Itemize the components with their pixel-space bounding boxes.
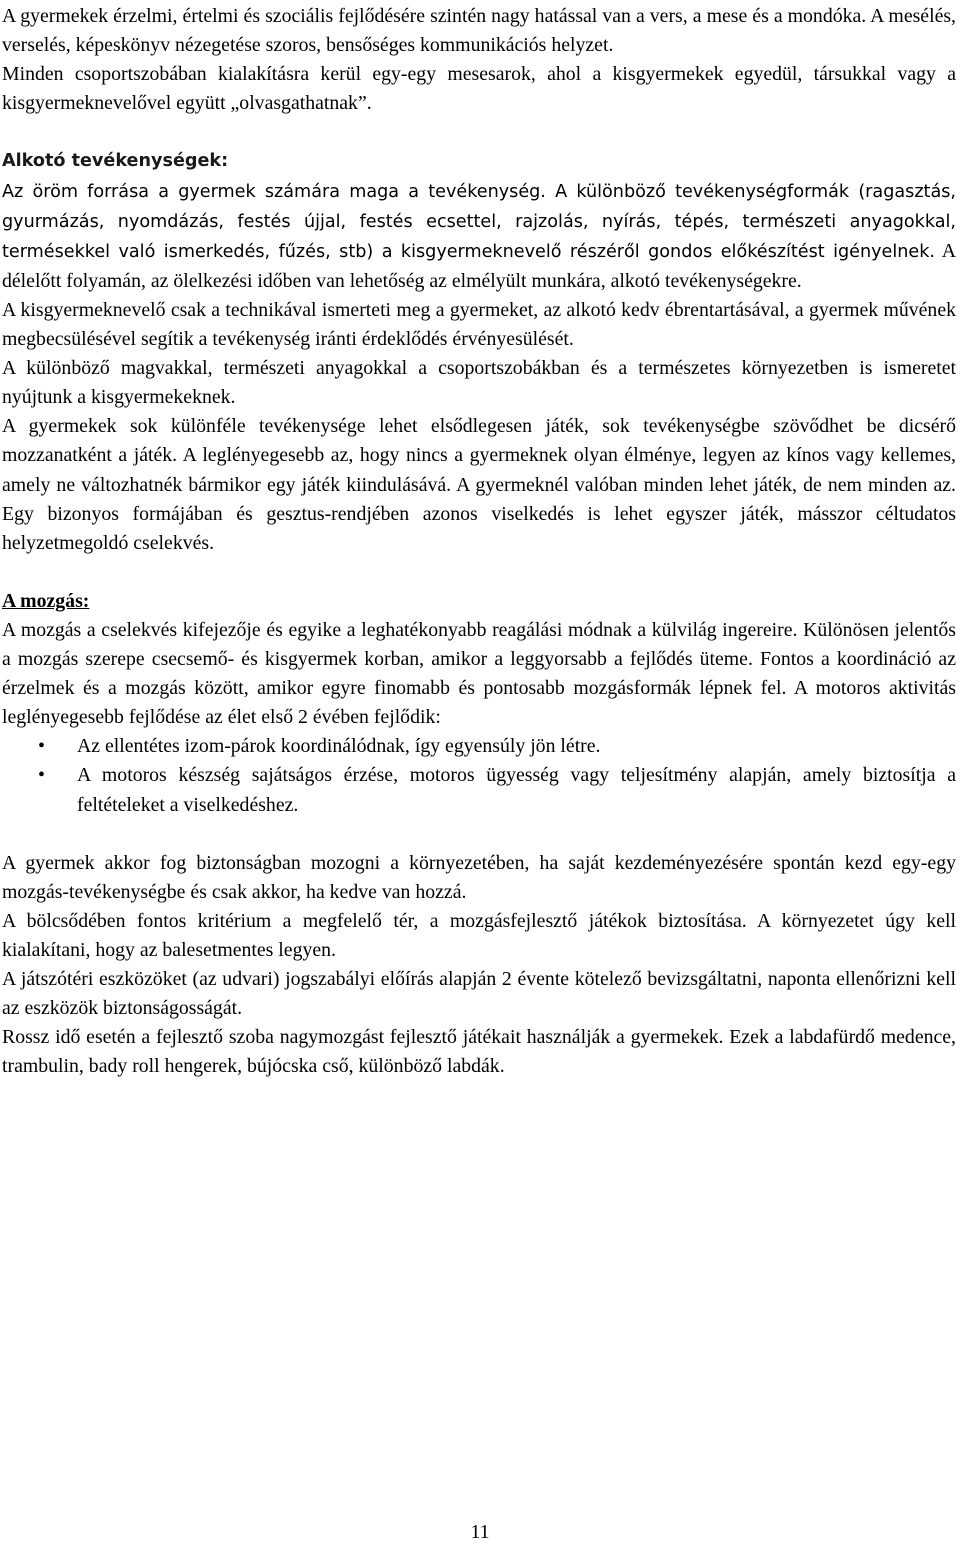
page-number: 11 (470, 1521, 490, 1543)
paragraph-storytelling: A gyermekek érzelmi, értelmi és szociális fejlődésére szintén nagy hatással van a vers, a mese és a mondóka. A mesélés, verselés, képeskönyv nézegetése szoros, bensőséges kommunikációs helyzet. (2, 5, 956, 57)
spacer (2, 820, 956, 849)
paragraph-movement: A mozgás a cselekvés kifejezője és egyike a leghatékonyabb reagálási módnak a külvilág ingereire. Különösen jelentős a mozgás szerepe csecsemő- és kisgyermek korban, amikor a leggyorsabb a fejlődés üteme. Fontos a koordináció az érzelmek és a mozgás között, amikor egyre finomabb és pontosabb mozgásformák lépnek fel. A motoros aktivitás leglényegesebb fejlődése az élet első 2 évében fejlődik: (2, 618, 956, 729)
bullet-dot: • (38, 735, 45, 758)
bullet-dot: • (38, 764, 45, 787)
paragraph-creative-time: A délelőtt folyamán, az ölelkezési időben van lehetőség az elmélyült munkára, alkotó tevékenységekre. (2, 239, 956, 292)
paragraph-technique: A kisgyermeknevelő csak a technikával ismerteti meg a gyermeket, az alkotó kedv ébrentartásával, a gyermek művének megbecsülésével segítik a tevékenység iránti érdeklődés érvényesülését. (2, 298, 956, 351)
paragraph-safety: A gyermek akkor fog biztonságban mozogni a környezetében, ha saját kezdeményezésére spontán kezd egy-egy mozgás-tevékenységbe és csak akkor, ha kedve van hozzá. (2, 851, 956, 903)
paragraph-bad-weather: Rossz idő esetén a fejlesztő szoba nagymozgást fejlesztő játékait használják a gyermekek. Ezek a labdafürdő medence, trambulin, bady roll hengerek, bújócska cső, különböző labdák. (2, 1026, 956, 1078)
paragraph-space: A bölcsődében fontos kritérium a megfelelő tér, a mozgásfejlesztő játékok biztosítása. A környezetet úgy kell kialakítani, hogy az balesetmentes legyen. (2, 909, 956, 961)
bullet-text: A motoros készség sajátságos érzése, motoros ügyesség vagy teljesítmény alapján, amely biztosítja a feltételeket a viselkedéshez. (77, 764, 956, 816)
bullet-item (2, 761, 956, 819)
heading-creative-activities: Alkotó tevékenységek: (2, 151, 229, 172)
paragraph-playground: A játszótéri eszközöket (az udvari) jogszabályi előírás alapján 2 évente kötelező bevizsgáltatni, naponta ellenőrizni kell az eszközök biztonságosságát. (2, 968, 956, 1020)
paragraph-creative-activities (2, 177, 956, 296)
paragraph-creative-lead: Az öröm forrása a gyermek számára maga a tevékenység. (2, 181, 546, 202)
paragraph-seeds: A különböző magvakkal, természeti anyagokkal a csoportszobákban és a természetes környezetben is ismeretet nyújtunk a kisgyermekeknek. (2, 357, 956, 409)
bullet-list (2, 732, 956, 819)
bullet-text: Az ellentétes izom-párok koordinálódnak, így egyensúly jön létre. (77, 735, 601, 758)
paragraph-story-corner: Minden csoportszobában kialakításra kerül egy-egy mesesarok, ahol a kisgyermekek egyedül, társukkal vagy a kisgyermeknevelővel együtt „olvasgathatnak”. (2, 63, 956, 115)
heading-movement: A mozgás: (2, 589, 90, 612)
bullet-item (2, 732, 956, 761)
paragraph-play: A gyermekek sok különféle tevékenysége lehet elsődlegesen játék, sok tevékenységbe szövődhet be dicsérő mozzanatként a játék. A leglényegesebb az, hogy nincs a gyermeknek olyan élménye, legyen az kínos vagy kellemes, amely ne változhatnék bármikor egy játék kiindulásává. A gyermeknél valóban minden lehet játék, de nem minden az. Egy bizonyos formájában és gesztus-rendjében azonos viselkedés is lehet egyszer játék, másszor céltudatos helyzetmegoldó cselekvés. (2, 415, 956, 554)
paragraph-creative-forms: A különböző tevékenységformák (ragasztás, gyurmázás, nyomdázás, festés újjal, festés ecsettel, rajzolás, nyírás, tépés, természeti anyagokkal, termésekkel való ismerkedés, fűzés, stb) a kisgyermeknevelő részéről gondos előkészítést igényelnek. (2, 181, 956, 262)
